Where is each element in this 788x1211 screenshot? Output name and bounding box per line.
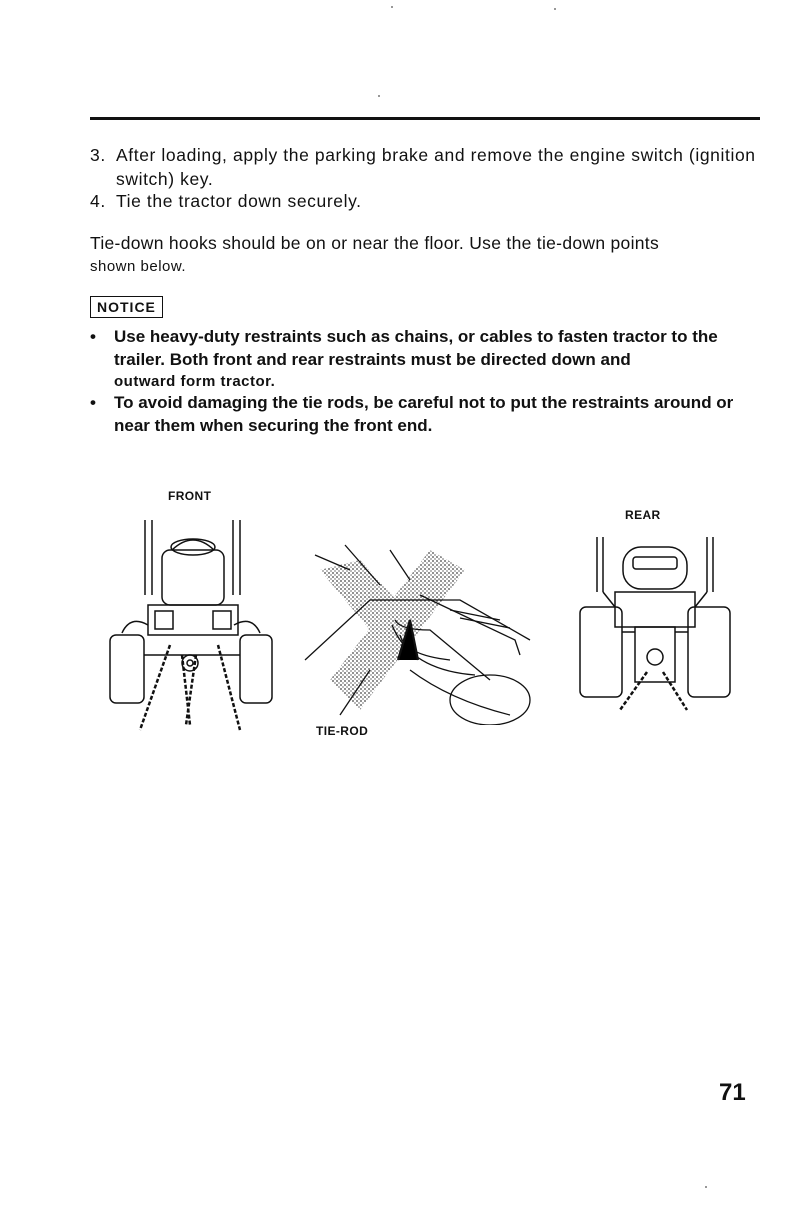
bullet-text: Use heavy-duty restraints such as chains, or cables to fasten tractor to the trailer. Both front and rear restraints must be directed down and [114,327,718,369]
notice-label: NOTICE [90,296,163,318]
rear-label: REAR [625,508,661,522]
tie-down-paragraph [90,231,762,279]
scan-speck [554,8,556,10]
bullet-dot: • [90,327,96,346]
page-number: 71 [719,1079,746,1106]
tie-rod-label: TIE-ROD [316,724,369,738]
step-text: After loading, apply the parking brake and remove the engine switch (ignition switch) key. [116,145,756,189]
front-tractor-illustration [100,515,280,735]
bullet-text: To avoid damaging the tie rods, be careful not to put the restraints around or near them when securing the front end. [114,393,734,435]
front-label: FRONT [168,489,212,503]
step-text: Tie the tractor down securely. [116,191,362,211]
paragraph-line-1: Tie-down hooks should be on or near the floor. Use the tie-down points [90,233,660,253]
tie-rod-illustration [300,540,535,725]
scan-speck [705,1186,707,1188]
bullet-text-tail: outward form tractor. [114,373,276,390]
scan-speck [378,95,380,97]
rear-tractor-illustration [575,532,735,712]
step-number: 3. [90,145,106,165]
header-rule [90,117,760,120]
paragraph-line-2: shown below. [90,258,187,275]
scan-speck [391,6,393,8]
bullet-dot: • [90,393,96,412]
step-number: 4. [90,191,106,211]
